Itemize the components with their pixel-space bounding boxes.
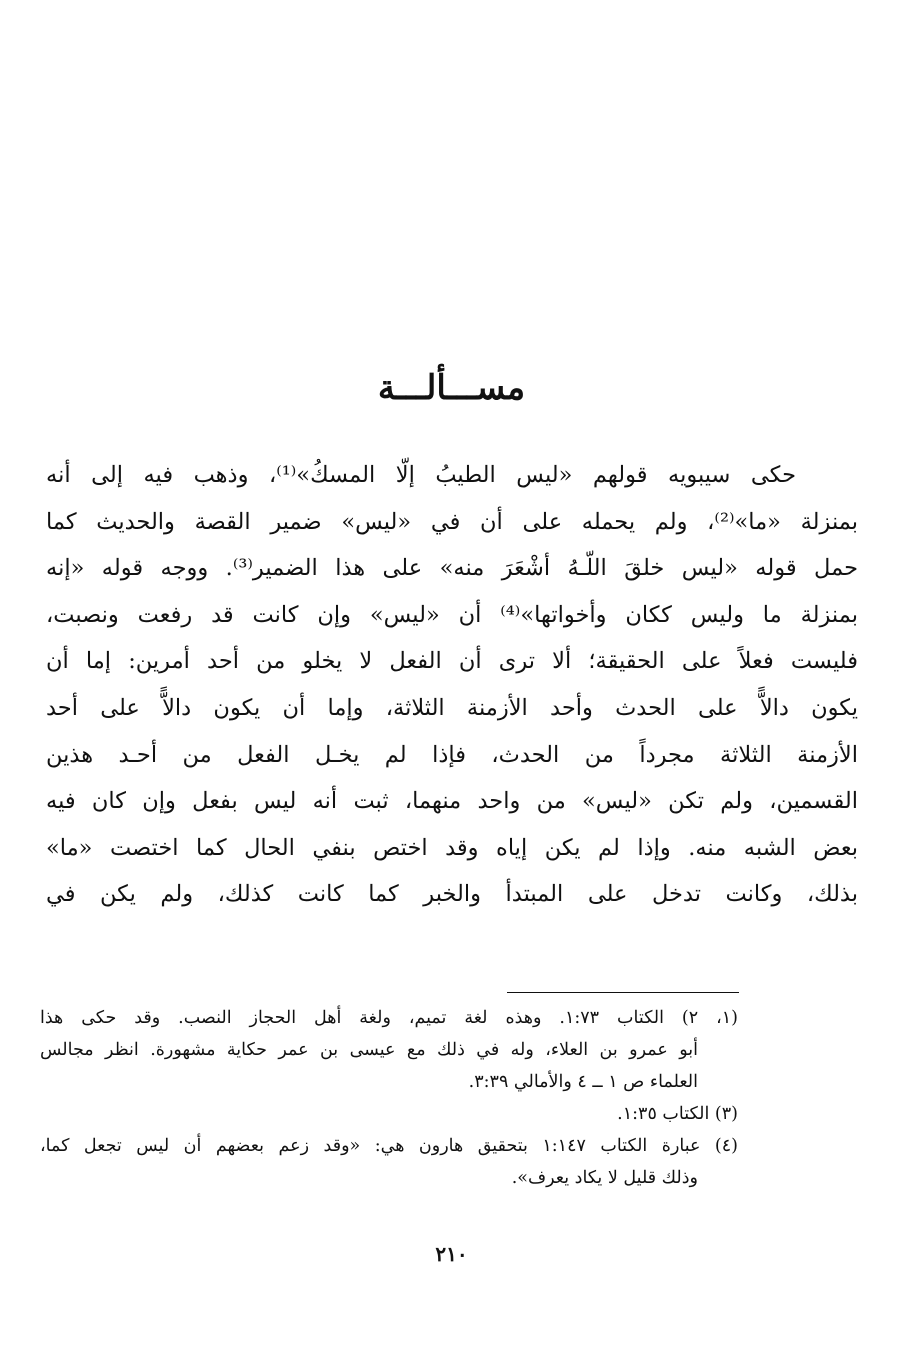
body-line: القسمين، ولم تكن «ليس» من واحد منهما، ثبت أنه ليس بفعل وإن كان فيه [46, 788, 858, 815]
body-line: حمل قوله «ليس خلقَ اللّـهُ أشْعَرَ منه» على هذا الضمير⁽³⁾. ووجه قوله «إنه [46, 555, 858, 582]
body-line: حكى سيبويه قولهم «ليس الطيبُ إلّا المسكُ»⁽¹⁾، وذهب فيه إلى أنه [46, 462, 796, 488]
footnote-line: (٣) الكتاب ١:٣٥. [617, 1104, 738, 1124]
body-line: بذلك، وكانت تدخل على المبتدأ والخبر كما كانت كذلك، ولم يكن في [46, 881, 858, 908]
footnote-line: (٤) عبارة الكتاب ١:١٤٧ بتحقيق هارون هي: «وقد زعم بعضهم أن ليس تجعل كما، [40, 1136, 738, 1156]
footnote-line: العلماء ص ١ ــ ٤ والأمالي ٣:٣٩. [468, 1072, 698, 1092]
footnotes [40, 1002, 738, 1194]
body-line: بعض الشبه منه. وإذا لم يكن إياه وقد اختص بنفي الحال كما اختصت «ما» [46, 834, 858, 861]
footnote-line: (١، ٢) الكتاب ١:٧٣. وهذه لغة تميم، ولغة أهل الحجاز النصب. وقد حكى هذا [40, 1008, 738, 1028]
body-line: الأزمنة الثلاثة مجرداً من الحدث، فإذا لم يخـل الفعل من أحـد هذين [46, 741, 858, 768]
body-line: فليست فعلاً على الحقيقة؛ ألا ترى أن الفعل لا يخلو من أحد أمرين: إما أن [46, 648, 858, 675]
page-number: ٢١٠ [435, 1242, 468, 1266]
body-line: يكون دالاًّ على الحدث وأحد الأزمنة الثلاثة، وإما أن يكون دالاًّ على أحد [46, 694, 858, 721]
footnote-line: وذلك قليل لا يكاد يعرف». [511, 1168, 698, 1188]
body-line: بمنزلة «ما»⁽²⁾، ولم يحمله على أن في «ليس» ضمير القصة والحديث كما [46, 508, 859, 535]
body-text [46, 452, 858, 918]
footnote-line: أبو عمرو بن العلاء، وله في ذلك مع عيسى بن عمر حكاية مشهورة. انظر مجالس [40, 1040, 698, 1060]
body-line: بمنزلة ما وليس ككان وأخواتها»⁽⁴⁾ أن «ليس» وإن كانت قد رفعت ونصبت، [46, 601, 858, 628]
section-title: مســـألـــة [377, 368, 526, 408]
footnote-divider [507, 992, 739, 993]
